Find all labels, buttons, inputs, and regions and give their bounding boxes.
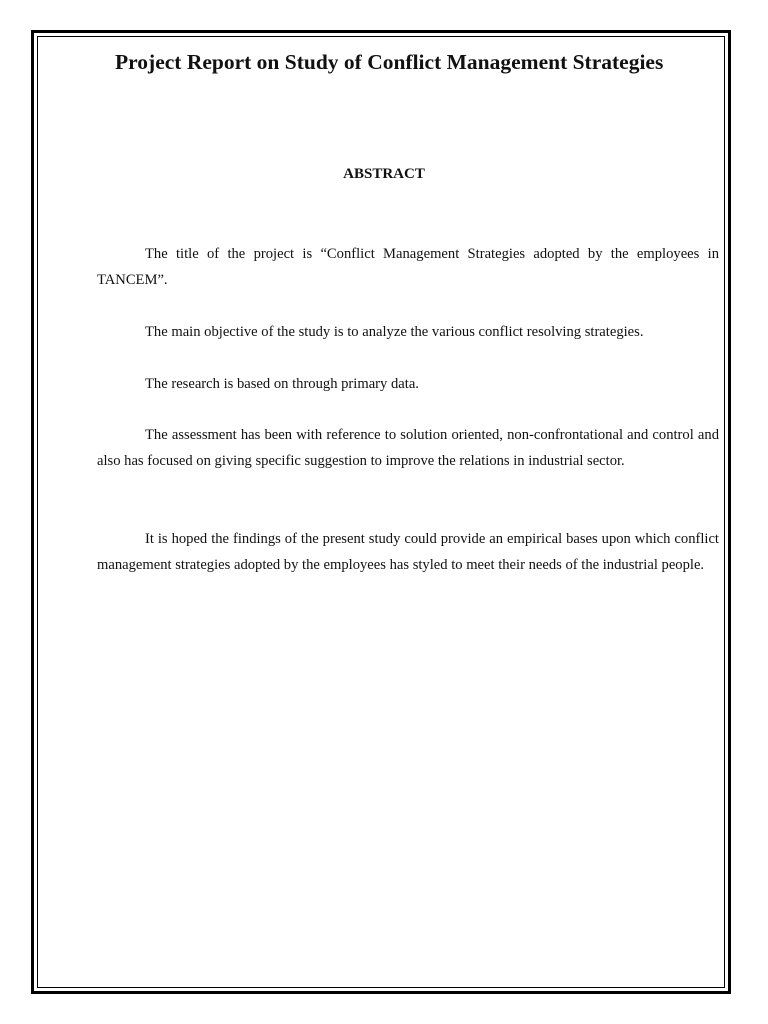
abstract-paragraph-3: The research is based on through primary data. (145, 376, 419, 392)
abstract-paragraph-1: The title of the project is “Conflict Management Strategies adopted by the employees in TANCEM”. (97, 246, 719, 288)
abstract-heading: ABSTRACT (343, 166, 425, 182)
abstract-paragraph-2: The main objective of the study is to analyze the various conflict resolving strategies. (145, 324, 644, 340)
abstract-paragraph-4: The assessment has been with reference to solution oriented, non-confrontational and control and also has focused on giving specific suggestion to improve the relations in industrial sector. (97, 427, 719, 469)
abstract-paragraph-5: It is hoped the findings of the present study could provide an empirical bases upon which conflict management strategies adopted by the employees has styled to meet their needs of the industrial people. (97, 531, 719, 573)
document-title: Project Report on Study of Conflict Management Strategies (115, 50, 664, 74)
